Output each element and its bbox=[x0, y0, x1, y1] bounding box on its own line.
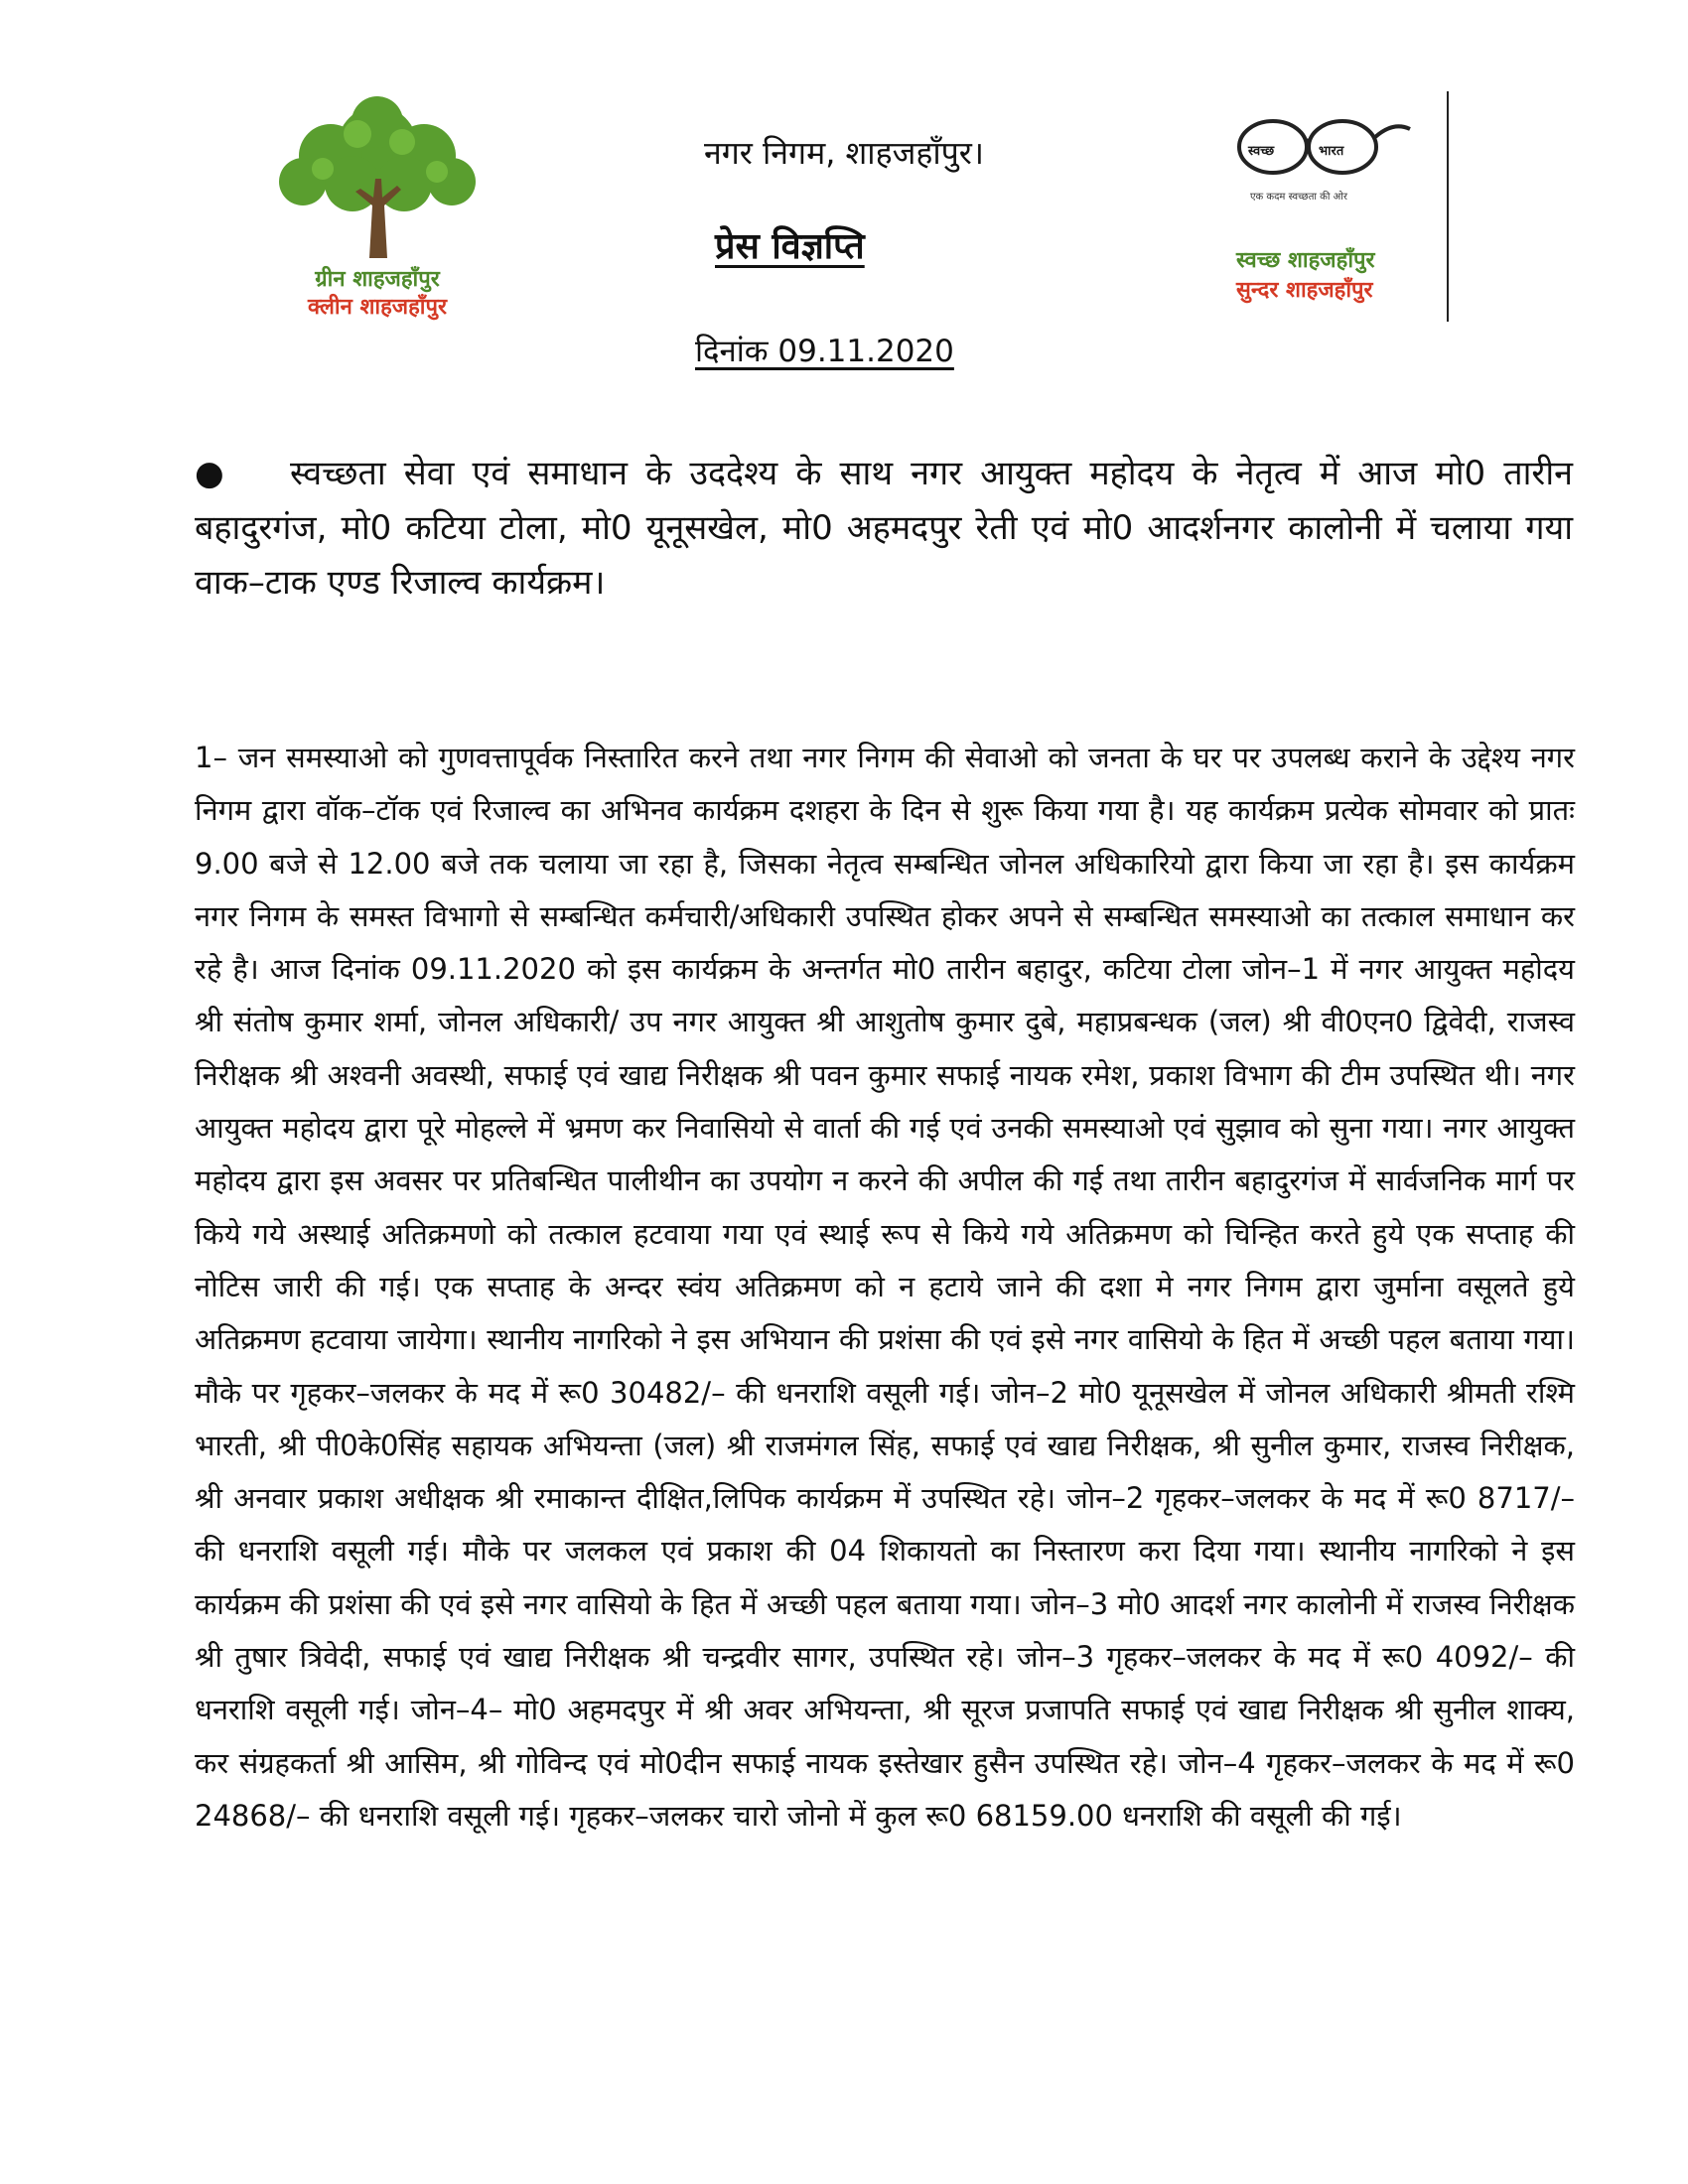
press-release-heading: प्रेस विज्ञप्ति bbox=[715, 226, 865, 267]
logo-left-line1: ग्रीन शाहजहाँपुर bbox=[315, 267, 440, 292]
green-shahjahanpur-logo bbox=[253, 94, 501, 333]
tree-icon bbox=[253, 94, 501, 263]
logo-right-line1: स्वच्छ शाहजहाँपुर bbox=[1236, 248, 1375, 273]
release-date: दिनांक 09.11.2020 bbox=[695, 334, 954, 369]
logo-left-line2: क्लीन शाहजहाँपुर bbox=[307, 295, 447, 320]
header-divider bbox=[1447, 91, 1449, 322]
page-title: नगर निगम, शाहजहाँपुर। bbox=[703, 134, 985, 172]
logo-right-line2: सुन्दर शाहजहाँपुर bbox=[1236, 278, 1373, 303]
badge-right-text: भारत bbox=[1319, 144, 1344, 159]
body-paragraph: 1– जन समस्याओ को गुणवत्तापूर्वक निस्तारित करने तथा नगर निगम की सेवाओ को जनता के घर पर उपलब्ध कराने के उद्देश्य नगर निगम द्वारा वॉक–टॉक एवं रिजाल्व का अभिनव कार्यक्रम दशहरा के दिन से शुरू किया गया है। यह कार्यक्रम प्रत्येक सोमवार को प्रातः 9.00 बजे से 12.00 बजे तक चलाया जा रहा है, जिसका नेतृत्व सम्बन्धित जोनल अधिकारियो द्वारा किया जा रहा है। इस कार्यक्रम नगर निगम के समस्त विभागो से सम्बन्धित कर्मचारी/अधिकारी उपस्थित होकर अपने से सम्बन्धित समस्याओ का तत्काल समाधान कर रहे है। आज दिनांक 09.11.2020 को इस कार्यक्रम के अन्तर्गत मो0 तारीन बहादुर, कटिया टोला जोन–1 में नगर आयुक्त महोदय श्री संतोष कुमार शर्मा, जोनल अधिकारी/ उप नगर आयुक्त श्री आशुतोष कुमार दुबे, महाप्रबन्धक (जल) श्री वी0एन0 द्विवेदी, राजस्व निरीक्षक श्री अश्वनी अवस्थी, सफाई एवं खाद्य निरीक्षक श्री पवन कुमार सफाई नायक रमेश, प्रकाश विभाग की टीम उपस्थित थी। नगर आयुक्त महोदय द्वारा पूरे मोहल्ले में भ्रमण कर निवासियो से वार्ता की गई एवं उनकी समस्याओ एवं सुझाव को सुना गया। नगर आयुक्त महोदय द्वारा इस अवसर पर प्रतिबन्धित पालीथीन का उपयोग न करने की अपील की गई तथा तारीन बहादुरगंज में सार्वजनिक मार्ग पर किये गये अस्थाई अतिक्रमणो को तत्काल हटवाया गया एवं स्थाई रूप से किये गये अतिक्रमण को चिन्हित करते हुये एक सप्ताह की नोटिस जारी की गई। एक सप्ताह के अन्दर स्वंय अतिक्रमण को न हटाये जाने की दशा मे नगर निगम द्वारा जुर्माना वसूलते हुये अतिक्रमण हटवाया जायेगा। स्थानीय नागरिको ने इस अभियान की प्रशंसा की एवं इसे नगर वासियो के हित में अच्छी पहल बताया गया। मौके पर गृहकर–जलकर के मद में रू0 30482/– की धनराशि वसूली गई। जोन–2 मो0 यूनूसखेल में जोनल अधिकारी श्रीमती रश्मि भारती, श्री पी0के0सिंह सहायक अभियन्ता (जल) श्री राजमंगल सिंह, सफाई एवं खाद्य निरीक्षक, श्री सुनील कुमार, राजस्व निरीक्षक, श्री अनवार प्रकाश अधीक्षक श्री रमाकान्त दीक्षित,लिपिक कार्यक्रम में उपस्थित रहे। जोन–2 गृहकर–जलकर के मद में रू0 8717/– की धनराशि वसूली गई। मौके पर जलकल एवं प्रकाश की 04 शिकायतो का निस्तारण करा दिया गया। स्थानीय नागरिको ने इस कार्यक्रम की प्रशंसा की एवं इसे नगर वासियो के हित में अच्छी पहल बताया गया। जोन–3 मो0 आदर्श नगर कालोनी में राजस्व निरीक्षक श्री तुषार त्रिवेदी, सफाई एवं खाद्य निरीक्षक श्री चन्द्रवीर सागर, उपस्थित रहे। जोन–3 गृहकर–जलकर के मद में रू0 4092/– की धनराशि वसूली गई। जोन–4– मो0 अहमदपुर में श्री अवर अभियन्ता, श्री सूरज प्रजापति सफाई एवं खाद्य निरीक्षक श्री सुनील शाक्य, कर संग्रहकर्ता श्री आसिम, श्री गोविन्द एवं मो0दीन सफाई नायक इस्तेखार हुसैन उपस्थित रहे। जोन–4 गृहकर–जलकर के मद में रू0 24868/– की धनराशि वसूली गई। गृहकर–जलकर चारो जोनो में कुल रू0 68159.00 धनराशि की वसूली की गई। bbox=[195, 741, 1575, 1833]
bullet-icon: ● bbox=[195, 454, 224, 493]
summary-paragraph bbox=[195, 447, 1573, 611]
swachh-bharat-logo bbox=[1226, 109, 1465, 328]
summary-text: स्वच्छता सेवा एवं समाधान के उददेश्य के साथ नगर आयुक्त महोदय के नेतृत्व में आज मो0 तारीन बहादुरगंज, मो0 कटिया टोला, मो0 यूनूसखेल, मो0 अहमदपुर रेती एवं मो0 आदर्शनगर कालोनी में चलाया गया वाक–टाक एण्ड रिजाल्व कार्यक्रम। bbox=[195, 454, 1573, 603]
badge-tagline: एक कदम स्वच्छता की ओर bbox=[1250, 192, 1347, 203]
badge-left-text: स्वच्छ bbox=[1248, 144, 1275, 159]
